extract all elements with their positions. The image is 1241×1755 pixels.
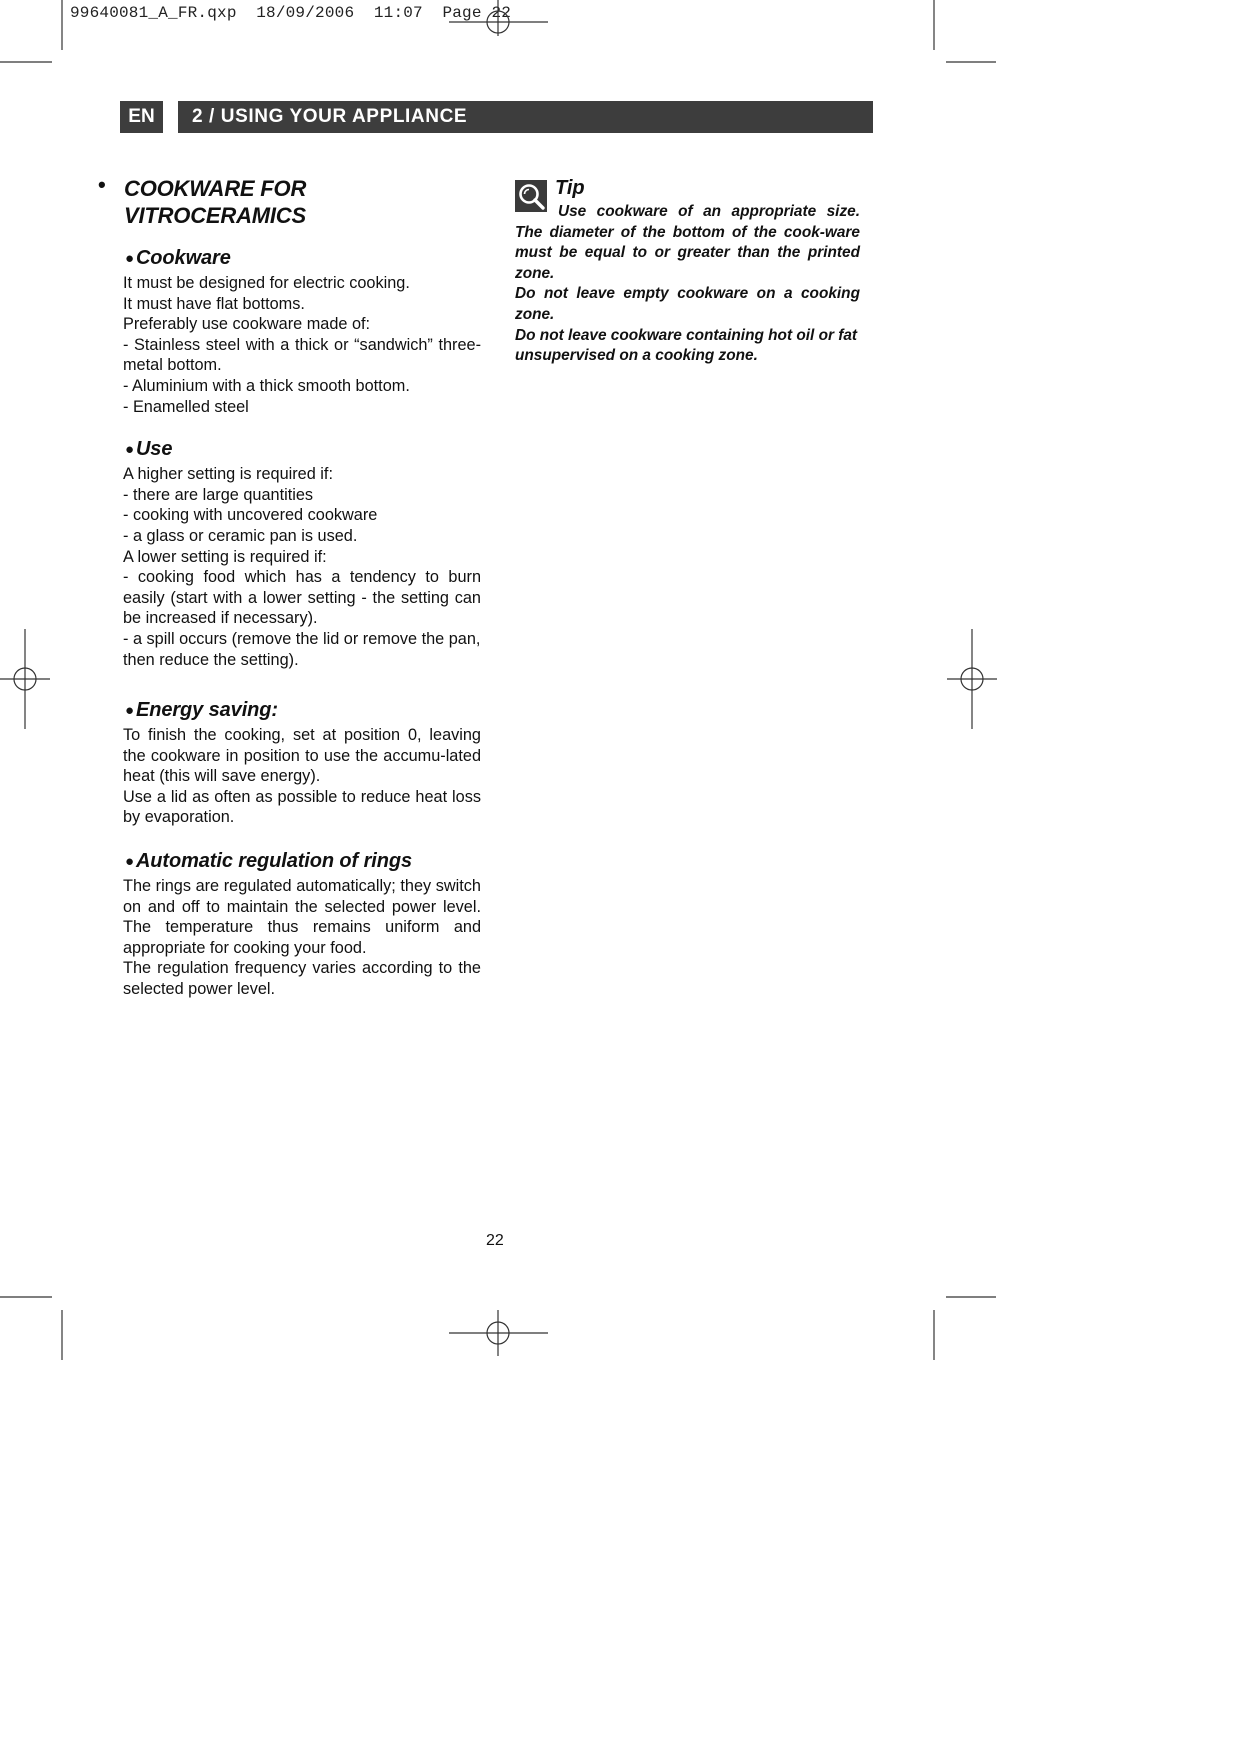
bullet-dot: ●: [125, 250, 134, 267]
cookware-line: - Enamelled steel: [123, 397, 249, 416]
left-column: [123, 175, 481, 1000]
tip-line: Do not leave cookware containing hot oil or fat unsupervised on a cooking zone.: [515, 326, 858, 365]
cookware-line: - Aluminium with a thick smooth bottom.: [123, 376, 410, 395]
tip-line: Use cookware of an appropriate size. The diameter of the bottom of the cook-ware must be equal to or greater than the printed zone.: [515, 203, 860, 282]
regulation-line: The rings are regulated automatically; they switch on and off to maintain the selected power level. The temperature thus remains uniform and appropriate for cooking your food.: [123, 877, 481, 957]
use-text: [123, 464, 481, 670]
cookware-line: It must be designed for electric cooking.: [123, 274, 410, 292]
energy-saving-text: [123, 725, 481, 828]
cookware-text: [123, 273, 481, 417]
printer-slug: 99640081_A_FR.qxp 18/09/2006 11:07 Page 22: [70, 4, 512, 22]
main-section-bullet: •: [98, 172, 106, 197]
energy-saving-heading: ● Energy saving:: [125, 699, 278, 722]
bullet-dot: ●: [125, 702, 134, 720]
bullet-dot: ●: [125, 853, 134, 871]
main-title-line-2: VITROCERAMICS: [124, 203, 306, 228]
cookware-line: - Stainless steel with a thick or “sandwich” three-metal bottom.: [123, 335, 481, 375]
main-title-line-1: COOKWARE FOR: [124, 176, 307, 201]
language-tab: EN: [120, 101, 163, 133]
use-line: - a spill occurs (remove the lid or remove the pan, then reduce the setting).: [123, 629, 481, 669]
use-line: - a glass or ceramic pan is used.: [123, 526, 358, 545]
tip-body: [515, 202, 860, 367]
use-heading: ● Use: [125, 438, 173, 461]
regulation-heading: ● Automatic regulation of rings: [125, 850, 412, 873]
regulation-line: The regulation frequency varies according to the selected power level.: [123, 959, 481, 999]
main-section-title: [124, 175, 481, 229]
use-line: A lower setting is required if:: [123, 547, 327, 566]
energy-line: To finish the cooking, set at position 0, leaving the cookware in position to use the accumu-lated heat (this will save energy).: [123, 726, 481, 786]
use-line: - cooking with uncovered cookware: [123, 506, 378, 525]
regulation-text: [123, 876, 481, 1000]
tip-heading: Tip: [555, 177, 585, 199]
section-title-bar: 2 / USING YOUR APPLIANCE: [178, 101, 873, 133]
use-line: - cooking food which has a tendency to burn easily (start with a lower setting - the setting can be increased if necessary).: [123, 568, 481, 628]
use-line: - there are large quantities: [123, 485, 314, 504]
cookware-heading: ● Cookware: [125, 247, 231, 269]
bullet-dot: ●: [125, 441, 134, 459]
cookware-line: It must have flat bottoms.: [123, 294, 305, 313]
tip-line: Do not leave empty cookware on a cooking zone.: [515, 285, 860, 323]
cookware-line: Preferably use cookware made of:: [123, 315, 371, 334]
energy-line: Use a lid as often as possible to reduce heat loss by evaporation.: [123, 787, 481, 827]
use-line: A higher setting is required if:: [123, 465, 333, 484]
page-number: 22: [486, 1232, 504, 1249]
